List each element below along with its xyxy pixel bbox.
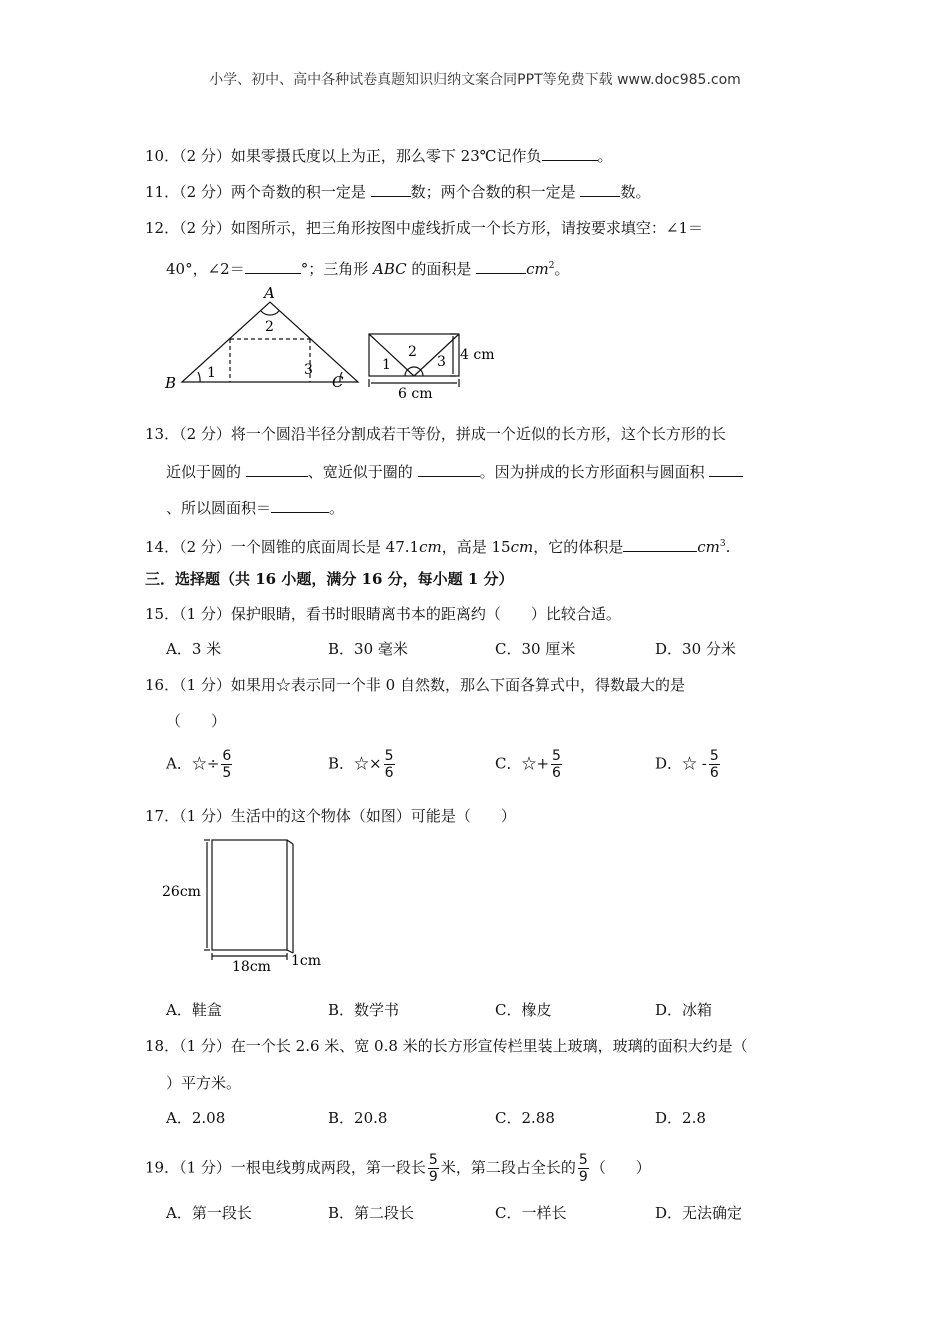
question-13-line1: 13．（2 分）将一个圆沿半径分割成若干等份，拼成一个近似的长方形，这个长方形的长 — [145, 425, 726, 443]
q19-option-d[interactable]: D．无法确定 — [655, 1204, 743, 1222]
unit: cm — [419, 538, 442, 556]
numerator: 5 — [552, 748, 561, 764]
triangle-name: ABC — [372, 260, 407, 278]
denominator: 6 — [709, 765, 719, 781]
unit: cm — [510, 538, 534, 556]
answer-blank[interactable] — [246, 462, 308, 477]
q17-option-b[interactable]: B．数学书 — [328, 1001, 400, 1019]
q16-option-c[interactable] — [495, 748, 564, 781]
numerator: 5 — [709, 748, 719, 764]
depth-label: 1cm — [291, 953, 322, 969]
q18-option-d[interactable]: D．2.8 — [655, 1109, 706, 1127]
q16-option-d[interactable] — [655, 748, 722, 781]
fraction — [578, 1152, 589, 1185]
q15-option-c[interactable]: C．30 厘米 — [495, 640, 576, 658]
rect-width-label: 6 cm — [398, 386, 433, 402]
option-label: C．☆+ — [495, 754, 550, 773]
numerator: 5 — [428, 1152, 438, 1168]
denominator: 9 — [428, 1169, 438, 1185]
question-12-line2 — [166, 256, 570, 279]
fraction — [709, 748, 720, 781]
q13-part-c: 。因为拼成的长方形面积与圆面积 — [479, 463, 710, 481]
answer-blank[interactable] — [418, 462, 480, 477]
q12-triangle-figure — [160, 282, 510, 402]
unit: cm — [526, 260, 549, 278]
answer-blank[interactable] — [580, 182, 620, 197]
unit-exponent: 2 — [548, 261, 555, 271]
fraction — [384, 748, 395, 781]
fraction — [221, 748, 232, 781]
angle-2-label: 2 — [265, 319, 274, 335]
numerator: 6 — [222, 748, 232, 764]
q19-part-b: 米，第二段占全长的 — [440, 1158, 576, 1177]
rect-angle-3-label: 3 — [437, 354, 446, 370]
q13-end: 。 — [329, 499, 345, 517]
q10-end: 。 — [597, 147, 613, 165]
numerator: 5 — [384, 748, 394, 764]
q17-option-d[interactable]: D．冰箱 — [655, 1001, 713, 1019]
denominator: 5 — [222, 765, 232, 781]
label-b: B — [165, 374, 177, 392]
option-label: A．☆÷ — [166, 754, 220, 773]
q19-option-c[interactable]: C．一样长 — [495, 1204, 567, 1222]
height-label: 26cm — [162, 884, 201, 900]
q19-option-a[interactable]: A．第一段长 — [166, 1204, 252, 1222]
answer-blank[interactable] — [271, 498, 329, 513]
q17-option-a[interactable]: A．鞋盒 — [166, 1001, 222, 1019]
fraction — [428, 1152, 439, 1185]
question-16-paren: （ ） — [166, 712, 227, 730]
q15-option-a[interactable]: A．3 米 — [166, 640, 222, 658]
question-18-cont: ）平方米。 — [166, 1074, 242, 1092]
label-a: A — [264, 284, 275, 302]
angle-3-label: 3 — [304, 362, 313, 378]
answer-blank[interactable] — [709, 462, 743, 477]
q12-part-b: °；三角形 — [300, 260, 373, 278]
q17-option-c[interactable]: C．橡皮 — [495, 1001, 552, 1019]
unit: cm — [697, 538, 720, 556]
q10-text: 10．（2 分）如果零摄氏度以上为正，那么零下 23℃记作负 — [145, 147, 542, 165]
rect-angle-1-label: 1 — [382, 357, 391, 373]
answer-blank[interactable] — [245, 259, 301, 274]
q14-end: . — [725, 538, 731, 556]
q14-part-c: ，它的体积是 — [533, 538, 624, 556]
q18-option-b[interactable]: B．20.8 — [328, 1109, 388, 1127]
q11-part-b: 数；两个合数的积一定是 — [410, 183, 581, 201]
q13-part-d: 、所以圆面积＝ — [166, 499, 272, 517]
q12-end: 。 — [554, 260, 570, 278]
answer-blank[interactable] — [623, 537, 697, 552]
q14-part-a: 14．（2 分）一个圆锥的底面周长是 47.1 — [145, 538, 420, 556]
question-15: 15．（1 分）保护眼睛，看书时眼睛离书本的距离约（ ）比较合适。 — [145, 605, 621, 623]
q15-option-b[interactable]: B．30 毫米 — [328, 640, 408, 658]
q12-part-c: 的面积是 — [406, 260, 477, 278]
angle-1-label: 1 — [207, 365, 216, 381]
question-14 — [145, 534, 730, 557]
q19-option-b[interactable]: B．第二段长 — [328, 1204, 415, 1222]
q19-part-a: 19．（1 分）一根电线剪成两段，第一段长 — [145, 1158, 426, 1177]
option-label: B．☆× — [328, 754, 382, 773]
section-3-heading: 三．选择题（共 16 小题，满分 16 分，每小题 1 分） — [145, 570, 514, 588]
question-16: 16．（1 分）如果用☆表示同一个非 0 自然数，那么下面各算式中，得数最大的是 — [145, 676, 685, 694]
question-12-line1: 12．（2 分）如图所示，把三角形按图中虚线折成一个长方形，请按要求填空：∠1＝ — [145, 219, 704, 237]
rect-height-label: 4 cm — [460, 347, 495, 363]
denominator: 6 — [552, 765, 561, 781]
q18-option-c[interactable]: C．2.88 — [495, 1109, 555, 1127]
question-19 — [145, 1152, 651, 1185]
q12-part-a: 40°，∠2＝ — [166, 260, 245, 278]
denominator: 6 — [384, 765, 394, 781]
denominator: 9 — [578, 1169, 588, 1185]
q17-object-figure — [160, 834, 360, 984]
q19-part-c: （ ） — [590, 1158, 651, 1177]
question-13-line2 — [166, 462, 743, 482]
option-label: D．☆ - — [655, 754, 707, 773]
question-11 — [145, 182, 650, 202]
rect-angle-2-label: 2 — [408, 344, 417, 360]
answer-blank[interactable] — [371, 182, 411, 197]
q16-option-b[interactable] — [328, 748, 397, 781]
q13-part-b: 、宽近似于圈的 — [307, 463, 418, 481]
q18-option-a[interactable]: A．2.08 — [166, 1109, 226, 1127]
question-13-line3 — [166, 498, 344, 518]
q16-option-a[interactable] — [166, 748, 234, 781]
unit-exponent: 3 — [719, 539, 726, 549]
q11-part-a: 11．（2 分）两个奇数的积一定是 — [145, 183, 371, 201]
answer-blank[interactable] — [542, 146, 598, 161]
q15-option-d[interactable]: D．30 分米 — [655, 640, 736, 658]
question-18: 18．（1 分）在一个长 2.6 米、宽 0.8 米的长方形宣传栏里装上玻璃，玻璃的面积大约是（ — [145, 1037, 748, 1055]
numerator: 5 — [578, 1152, 588, 1168]
q14-part-b: ，高是 15 — [441, 538, 511, 556]
page-header: 小学、初中、高中各种试卷真题知识归纳文案合同PPT等免费下载 www.doc985.com — [209, 72, 741, 88]
question-10 — [145, 146, 613, 166]
q11-part-c: 数。 — [620, 183, 651, 201]
q13-part-a: 近似于圆的 — [166, 463, 246, 481]
answer-blank[interactable] — [476, 259, 526, 274]
label-c: C — [332, 373, 344, 391]
question-17: 17．（1 分）生活中的这个物体（如图）可能是（ ） — [145, 807, 516, 825]
width-label: 18cm — [232, 959, 271, 975]
fraction — [551, 748, 562, 781]
